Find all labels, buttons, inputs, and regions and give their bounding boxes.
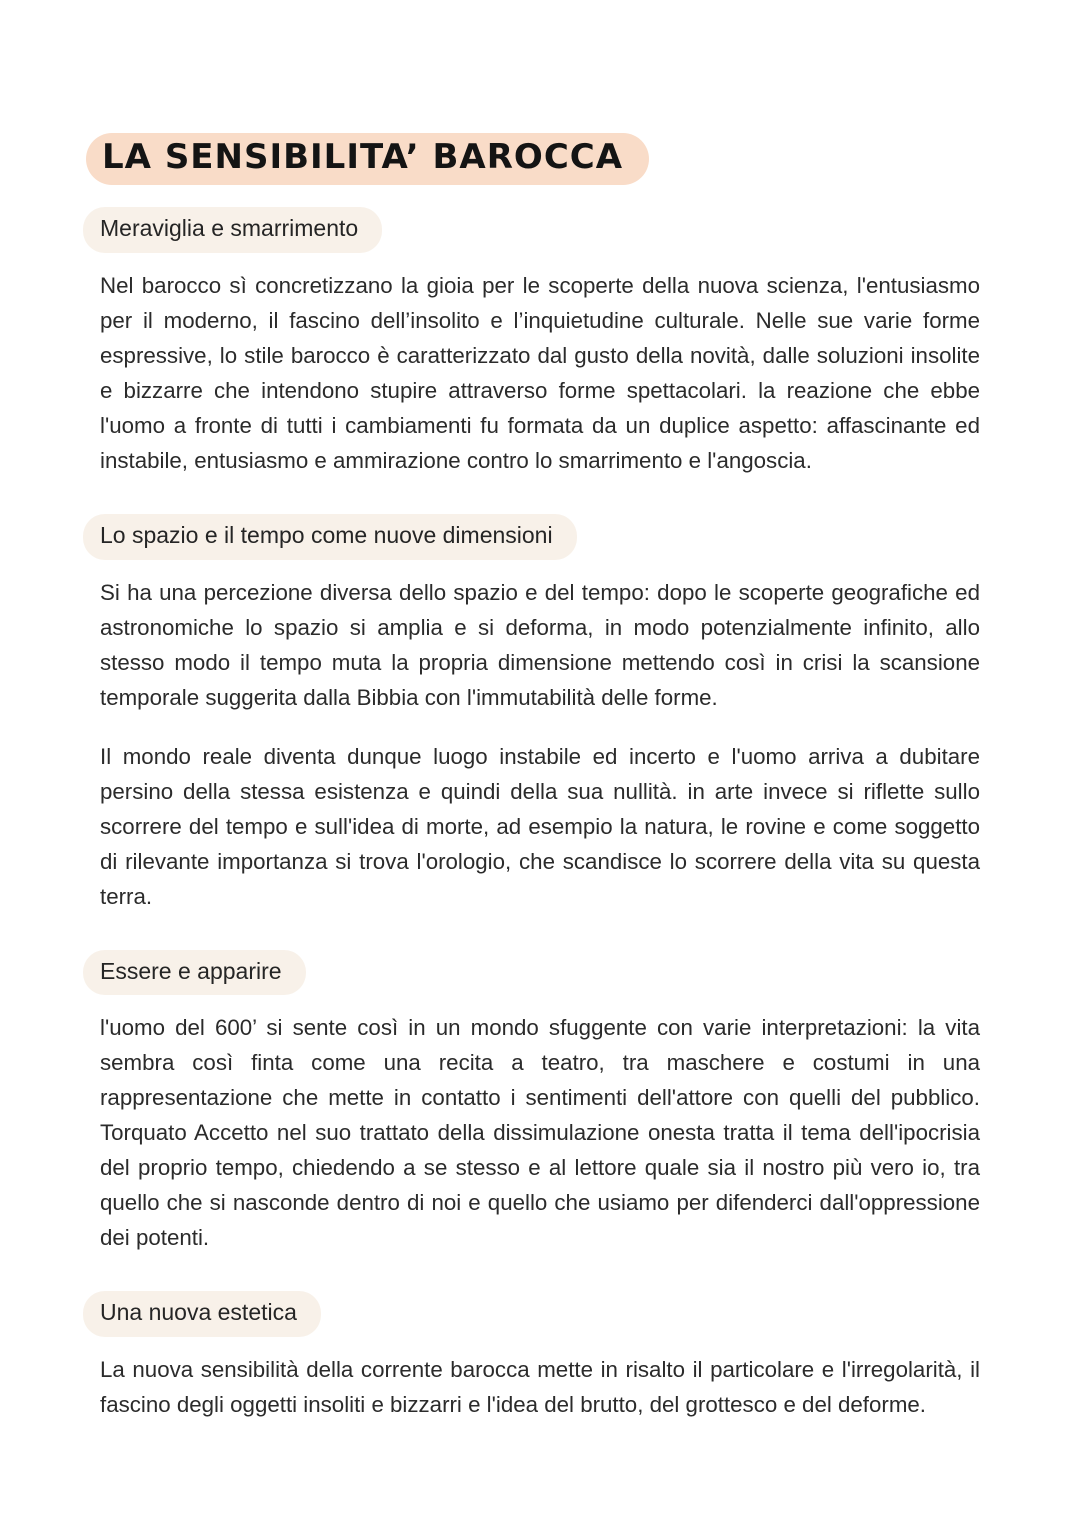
section-essere-apparire [100,938,980,1256]
section-nuova-estetica [100,1279,980,1422]
section-heading: Una nuova estetica [83,1291,321,1337]
paragraph: Si ha una percezione diversa dello spazio e del tempo: dopo le scoperte geografiche ed astronomiche lo spazio si amplia e si deforma, in modo potenzialmente infinito, allo stesso modo il tempo muta la propria dimensione mettendo così in crisi la scansione temporale suggerita dalla Bibbia con l'immutabilità delle forme. [100,579,980,710]
paragraph: Nel barocco sì concretizzano la gioia per le scoperte della nuova scienza, l'entusiasmo per il moderno, il fascino dell’insolito e l’inquietudine culturale. Nelle sue varie forme espressive, lo stile barocco è caratterizzato dal gusto della novità, dalle soluzioni insolite e bizzarre che intendono stupire attraverso forme spettacolari. la reazione che ebbe l'uomo a fronte di tutti i cambiamenti fu formata da un duplice aspetto: affascinante ed instabile, entusiasmo e ammirazione contro lo smarrimento e l'angoscia. [100,272,980,473]
paragraph: La nuova sensibilità della corrente barocca mette in risalto il particolare e l'irregolarità, il fascino degli oggetti insoliti e bizzarri e l'idea del brutto, del grottesco e del deforme. [100,1356,980,1417]
paragraph: l'uomo del 600’ si sente così in un mondo sfuggente con varie interpretazioni: la vita sembra così finta come una recita a teatro, tra maschere e costumi in una rappresentazione che mette in contatto i sentimenti dell'attore con quelli del pubblico. Torquato Accetto nel suo trattato della dissimulazione onesta tratta il tema dell'ipocrisia del proprio tempo, chiedendo a se stesso e al lettore quale sia il nostro più vero io, tra quello che si nasconde dentro di noi e quello che usiamo per difenderci dall'oppressione dei potenti. [100,1015,980,1251]
page-title: LA SENSIBILITA’ BAROCCA [86,133,649,185]
section-meraviglia [100,195,980,478]
section-heading: Meraviglia e smarrimento [83,207,382,253]
section-spazio-tempo [100,502,980,914]
paragraph: Il mondo reale diventa dunque luogo instabile ed incerto e l'uomo arriva a dubitare persino della stessa esistenza e quindi della sua nullità. in arte invece si riflette sullo scorrere del tempo e sull'idea di morte, ad esempio la natura, le rovine e come soggetto di rilevante importanza si trova l'orologio, che scandisce lo scorrere della vita su questa terra. [100,743,980,909]
section-heading: Lo spazio e il tempo come nuove dimensioni [83,514,577,560]
section-heading: Essere e apparire [83,950,306,996]
